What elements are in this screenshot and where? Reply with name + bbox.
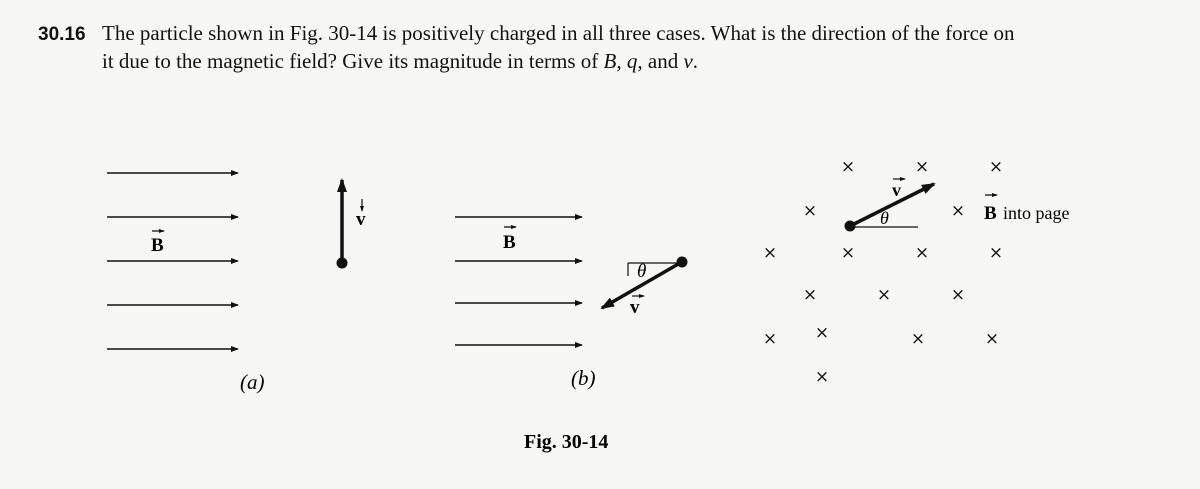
- theta-label-b: θ: [637, 261, 647, 282]
- particle-dot-c: [845, 221, 856, 232]
- theta-label-c: θ: [880, 208, 889, 228]
- panel-c-particle: [845, 179, 935, 232]
- cross-mark: ×: [914, 243, 930, 263]
- problem-text-2: it due to the magnetic field? Give its magnitude in terms of: [102, 49, 599, 73]
- sep-1: ,: [616, 49, 622, 73]
- cross-mark: ×: [762, 329, 778, 349]
- var-q: q: [626, 49, 638, 73]
- v-label-a: v: [356, 209, 366, 230]
- cross-mark: ×: [802, 201, 818, 221]
- B-label-a: B: [151, 235, 164, 256]
- panel-b-B-label: [503, 227, 516, 253]
- cross-mark: ×: [802, 285, 818, 305]
- panel-b-field-lines: [455, 217, 582, 345]
- sep-2: , and: [637, 49, 679, 73]
- cross-mark: ×: [762, 243, 778, 263]
- cross-mark: ×: [950, 201, 966, 221]
- var-v: v: [683, 49, 693, 73]
- v-label-b: v: [630, 297, 640, 318]
- particle-dot-a: [337, 258, 348, 269]
- cross-mark: ×: [910, 329, 926, 349]
- panel-a-B-label: [151, 231, 164, 256]
- panel-a-field-lines: [107, 173, 238, 349]
- v-label-c: v: [892, 180, 901, 200]
- panel-c-field-label: [984, 195, 1069, 224]
- B-label-c: B: [984, 203, 997, 224]
- cross-mark: ×: [814, 367, 830, 387]
- panel-b-label: (b): [571, 366, 596, 390]
- particle-dot-b: [677, 257, 688, 268]
- cross-mark: ×: [876, 285, 892, 305]
- cross-mark: ×: [914, 157, 930, 177]
- cross-mark: ×: [814, 323, 830, 343]
- figure-caption: Fig. 30-14: [524, 431, 609, 453]
- cross-mark: ×: [988, 243, 1004, 263]
- cross-mark: ×: [988, 157, 1004, 177]
- into-page-label: into page: [1003, 203, 1070, 223]
- B-label-b: B: [503, 232, 516, 253]
- cross-mark: ×: [840, 157, 856, 177]
- panel-b-particle: [602, 257, 688, 319]
- var-B: B: [603, 49, 617, 73]
- cross-mark: ×: [950, 285, 966, 305]
- problem-text-1: The particle shown in Fig. 30-14 is positively charged in all three cases. What is the direction of the force on: [102, 21, 1015, 45]
- cross-mark: ×: [840, 243, 856, 263]
- cross-mark: ×: [984, 329, 1000, 349]
- panel-a-label: (a): [240, 370, 265, 394]
- end-period: .: [692, 49, 699, 73]
- panel-c-crosses: [763, 157, 1003, 387]
- problem-number: 30.16: [38, 24, 86, 45]
- panel-a-particle: [337, 180, 367, 269]
